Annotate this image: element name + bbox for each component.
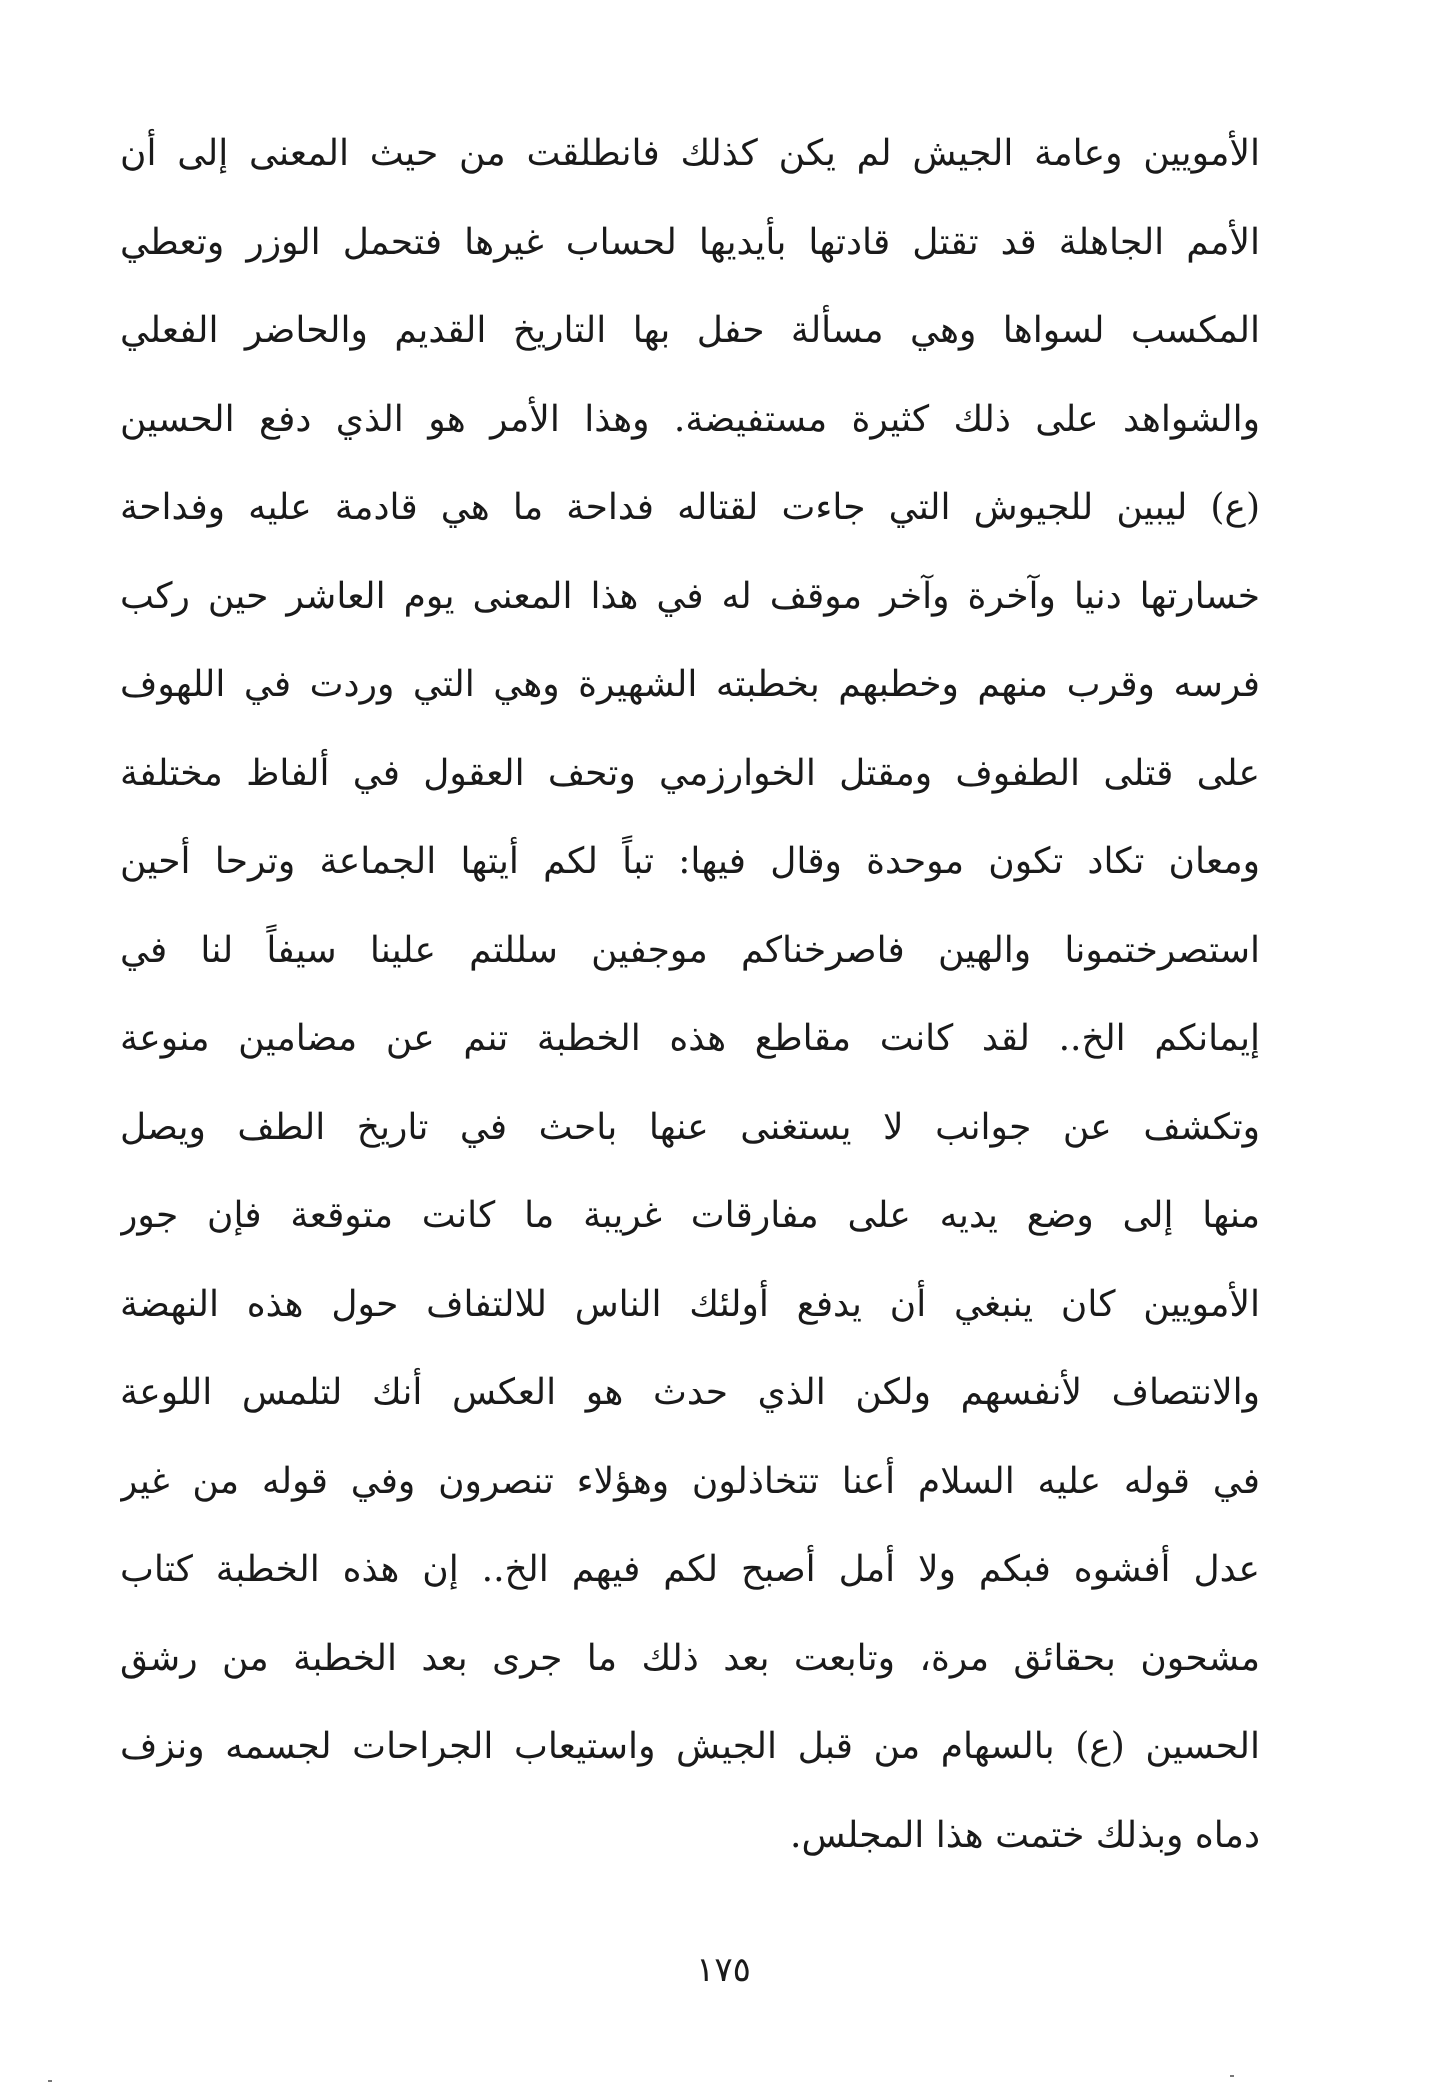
text-line: عدل أفشوه فبكم ولا أمل أصبح لكم فيهم الخ.. إن هذه الخطبة كتاب: [120, 1549, 1260, 1590]
text-line: على قتلى الطفوف ومقتل الخوارزمي وتحف العقول في ألفاظ مختلفة: [120, 752, 1260, 794]
text-line: منها إلى وضع يديه على مفارقات غريبة ما كانت متوقعة فإن جور: [120, 1195, 1260, 1236]
text-line: الأمم الجاهلة قد تقتل قادتها بأيديها لحساب غيرها فتحمل الوزر وتعطي: [120, 221, 1260, 263]
text-line: ومعان تكاد تكون موحدة وقال فيها: تباً لكم أيتها الجماعة وترحا أحين: [120, 841, 1260, 882]
text-line-last: دماه وبذلك ختمت هذا المجلس.: [790, 1814, 1260, 1856]
scan-speck: [1230, 2075, 1234, 2077]
scan-speck: [48, 2080, 52, 2082]
text-line: في قوله عليه السلام أعنا تتخاذلون وهؤلاء تنصرون وفي قوله من غير: [120, 1460, 1260, 1502]
text-line: مشحون بحقائق مرة، وتابعت بعد ذلك ما جرى بعد الخطبة من رشق: [120, 1637, 1260, 1679]
text-line: (ع) ليبين للجيوش التي جاءت لقتاله فداحة ما هي قادمة عليه وفداحة: [120, 487, 1260, 528]
page-number: ١٧٥: [696, 1950, 751, 1990]
text-line: فرسه وقرب منهم وخطبهم بخطبته الشهيرة وهي التي وردت في اللهوف: [120, 664, 1260, 705]
text-line: إيمانكم الخ.. لقد كانت مقاطع هذه الخطبة تنم عن مضامين منوعة: [120, 1018, 1260, 1059]
text-line: والانتصاف لأنفسهم ولكن الذي حدث هو العكس أنك لتلمس اللوعة: [120, 1372, 1260, 1413]
text-line: استصرختمونا والهين فاصرخناكم موجفين سللتم علينا سيفاً لنا في: [120, 929, 1260, 971]
text-line: والشواهد على ذلك كثيرة مستفيضة. وهذا الأمر هو الذي دفع الحسين: [120, 398, 1260, 440]
text-line: المكسب لسواها وهي مسألة حفل بها التاريخ القديم والحاضر الفعلي: [120, 310, 1260, 351]
text-line: الأمويين وعامة الجيش لم يكن كذلك فانطلقت من حيث المعنى إلى أن: [120, 133, 1260, 174]
text-line: وتكشف عن جوانب لا يستغنى عنها باحث في تاريخ الطف ويصل: [120, 1106, 1260, 1148]
text-line: خسارتها دنيا وآخرة وآخر موقف له في هذا المعنى يوم العاشر حين ركب: [120, 575, 1260, 617]
text-line: الحسين (ع) بالسهام من قبل الجيش واستيعاب الجراحات لجسمه ونزف: [120, 1726, 1260, 1767]
body-text: [120, 110, 1260, 1880]
text-line: الأمويين كان ينبغي أن يدفع أولئك الناس للالتفاف حول هذه النهضة: [120, 1283, 1260, 1325]
